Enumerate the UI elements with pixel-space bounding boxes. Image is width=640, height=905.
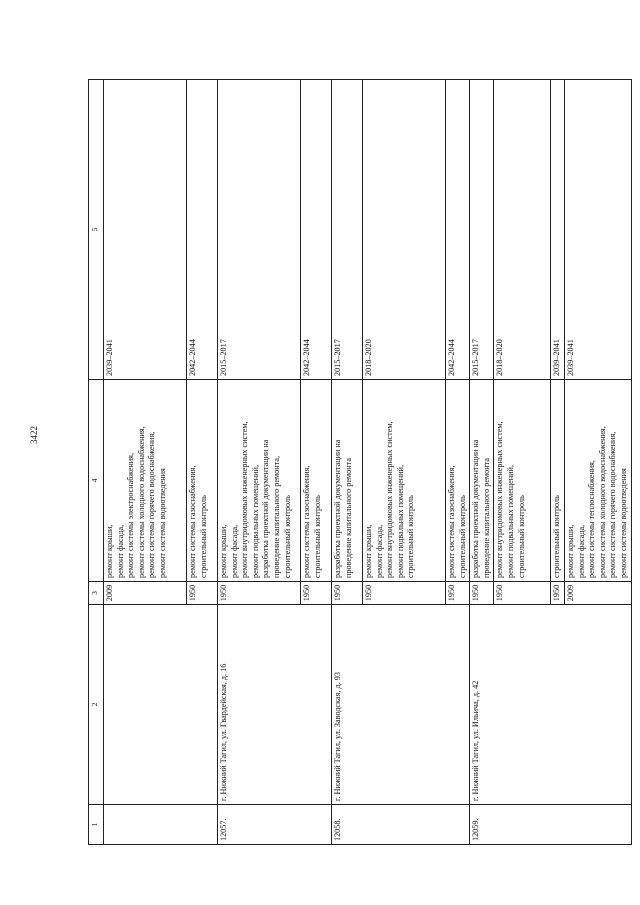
header-row: [89, 80, 104, 845]
header-cell: 4: [89, 380, 104, 582]
period-cell: 2039–2041: [564, 80, 631, 380]
work-item: ремонт крыши,: [105, 524, 114, 578]
table-row: [104, 80, 187, 845]
work-item: ремонт системы холодного водоснабжения,: [597, 426, 607, 578]
period-cell: 2042–2044: [187, 80, 218, 380]
year-cell: 2009: [104, 582, 187, 605]
work-item: ремонт внутридомовых инженерных систем,: [385, 421, 395, 578]
work-item: ремонт внутридомовых инженерных систем,: [240, 421, 250, 578]
work-item: разработка проектной документации на: [261, 439, 271, 578]
work-item: ремонт системы газоснабжения,: [302, 465, 311, 578]
works-cell: [446, 380, 470, 582]
work-item: строительный контроль: [198, 495, 208, 578]
work-item: ремонт фасада,: [229, 524, 239, 578]
work-item: ремонт крыши,: [364, 524, 373, 578]
header-cell: 3: [89, 582, 104, 605]
year-cell: 1950: [470, 582, 494, 605]
works-cell: [218, 380, 301, 582]
work-item: ремонт системы газоснабжения,: [188, 465, 197, 578]
work-item: строительный контроль: [516, 495, 526, 578]
work-item: строительный контроль: [457, 495, 467, 578]
year-cell: 1950: [551, 582, 565, 605]
year-cell: 2009: [564, 582, 631, 605]
period-cell: 2015–2017: [332, 80, 363, 380]
capital-repair-table: [88, 79, 632, 845]
works-cell: [187, 380, 218, 582]
works-cell: [470, 380, 494, 582]
works-cell: [104, 380, 187, 582]
work-item: строительный контроль: [552, 495, 562, 578]
work-item: разработка проектной документации на: [471, 439, 481, 578]
year-cell: 1950: [363, 582, 446, 605]
address-cell: г. Нижний Тагил, ул. Ильича, д. 42: [470, 605, 631, 805]
work-item: строительный контроль: [406, 495, 416, 578]
work-item: ремонт фасада,: [576, 524, 586, 578]
period-cell: 2039–2041: [104, 80, 187, 380]
work-item: ремонт подвальных помещений,: [250, 465, 260, 578]
address-cell: г. Нижний Тагил, ул. Заводская, д. 93: [332, 605, 470, 805]
work-item: ремонт системы холодного водоснабжения,: [136, 426, 146, 578]
row-number-cell: [104, 805, 218, 845]
work-item: проведение капитального ремонта,: [271, 455, 281, 578]
work-item: ремонт внутридомовых инженерных систем,: [495, 421, 505, 578]
work-item: ремонт подвальных помещений,: [505, 465, 515, 578]
work-item: ремонт системы водоотведения: [157, 468, 167, 578]
period-cell: 2042–2044: [301, 80, 332, 380]
header-cell: 1: [89, 805, 104, 845]
rotated-table-wrapper: [88, 80, 628, 845]
year-cell: 1950: [332, 582, 363, 605]
period-cell: 2018–2020: [494, 80, 551, 380]
works-cell: [494, 380, 551, 582]
period-cell: 2039–2041: [551, 80, 565, 380]
work-item: проведение капитального ремонта: [343, 458, 353, 578]
work-item: ремонт системы электроснабжения,: [126, 453, 136, 578]
works-cell: [564, 380, 631, 582]
works-cell: [301, 380, 332, 582]
work-item: ремонт системы газоснабжения,: [447, 465, 456, 578]
header-cell: 5: [89, 80, 104, 380]
period-cell: 2015–2017: [470, 80, 494, 380]
table-row: [332, 80, 363, 845]
work-item: ремонт системы водоотведения: [618, 468, 628, 578]
period-cell: 2042–2044: [446, 80, 470, 380]
work-item: строительный контроль: [312, 495, 322, 578]
address-cell: [104, 605, 218, 805]
work-item: ремонт системы теплоснабжения,: [587, 460, 597, 578]
address-cell: г. Нижний Тагил, ул. Гвардейская, д. 16: [218, 605, 332, 805]
work-item: ремонт фасада,: [115, 524, 125, 578]
table-row: [470, 80, 494, 845]
year-cell: 1950: [494, 582, 551, 605]
work-item: ремонт системы горячего водоснабжения,: [147, 431, 157, 578]
year-cell: 1950: [187, 582, 218, 605]
work-item: разработка проектной документации на: [333, 439, 342, 578]
work-item: ремонт системы горячего водоснабжения,: [608, 431, 618, 578]
works-cell: [363, 380, 446, 582]
year-cell: 1950: [218, 582, 301, 605]
period-cell: 2018–2020: [363, 80, 446, 380]
work-item: строительный контроль: [282, 495, 292, 578]
year-cell: 1950: [301, 582, 332, 605]
row-number-cell: 12059.: [470, 805, 631, 845]
works-cell: [332, 380, 363, 582]
work-item: ремонт крыши,: [219, 524, 228, 578]
works-cell: [551, 380, 565, 582]
period-cell: 2015–2017: [218, 80, 301, 380]
work-item: ремонт фасада,: [374, 524, 384, 578]
row-number-cell: 12058.: [332, 805, 470, 845]
year-cell: 1950: [446, 582, 470, 605]
work-item: ремонт крыши,: [565, 524, 575, 578]
work-item: проведение капитального ремонта: [481, 458, 491, 578]
header-cell: 2: [89, 605, 104, 805]
page-number: 3422: [29, 426, 39, 444]
table-row: [218, 80, 301, 845]
work-item: ремонт подвальных помещений,: [395, 465, 405, 578]
row-number-cell: 12057.: [218, 805, 332, 845]
